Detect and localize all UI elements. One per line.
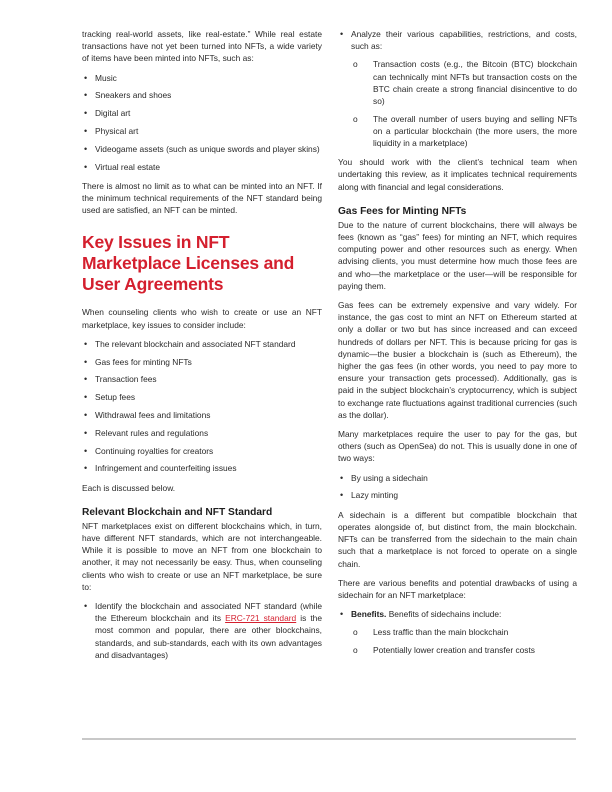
sub-list-item: o Potentially lower creation and transfer costs	[351, 644, 577, 656]
gas-paragraph-2: Gas fees can be extremely expensive and vary widely. For instance, the gas cost to mint an NFT on Ethereum started at only a dollar or two but has since increased and can exceed hundreds of dollars per NFT. This is because pricing for gas is dynamic—the busier a blockchain is (such as Ethereum), the higher the gas fees (in other words, you need to pay more to ensure your transaction gets processed). Additionally, gas is paid in the subject blockchain’s cryptocurrency, which is subject to exchange rate fluctuations against traditional currencies (such as the dollar).	[338, 300, 577, 420]
sub-list-item: o Transaction costs (e.g., the Bitcoin (BTC) blockchain can technically mint NFTs but transaction costs on the BTC chain create a strong financial disincentive to do so)	[351, 58, 577, 107]
benefits-label: Benefits.	[351, 609, 387, 620]
list-item: • Setup fees	[82, 391, 322, 403]
section-heading: Key Issues in NFT Marketplace Licenses and User Agreements	[82, 232, 295, 295]
list-item: • Lazy minting	[338, 489, 577, 501]
subheading-blockchain: Relevant Blockchain and NFT Standard	[82, 506, 273, 518]
analyze-text: Analyze their various capabilities, restrictions, and costs, such as:	[351, 29, 577, 52]
list-item: • By using a sidechain	[338, 472, 577, 484]
list-item: • Virtual real estate	[82, 161, 322, 173]
list-item: • Continuing royalties for creators	[82, 445, 322, 457]
sidechain-paragraph: A sidechain is a different but compatible blockchain that operates alongside of, but distinct from, the main blockchain. NFTs can be transferred from the sidechain to the main chain such that a marketplace is not forced to operate on a single chain.	[338, 509, 577, 569]
key-issues-list	[82, 338, 322, 475]
intro-paragraph: tracking real-world assets, like real-estate.” While real estate transactions have not yet been turned into NFTs, a wide variety of items have been minted into NFTs, such as:	[82, 29, 322, 64]
blockchain-paragraph: NFT marketplaces exist on different blockchains which, in turn, have different NFT standards, which are not interchangeable. While it is possible to move an NFT from one blockchain to another, it may not necessarily be easy. Thus, when counseling clients who wish to create or use an NFT marketplace, be sure to:	[82, 520, 322, 592]
list-item: • Withdrawal fees and limitations	[82, 409, 322, 421]
work-paragraph: You should work with the client’s technical team when undertaking this review, as it implicates technical requirements along with financial and legal considerations.	[338, 157, 577, 192]
gas-paragraph-3: Many marketplaces require the user to pay for the gas, but others (such as OpenSea) do not. This is usually done in one of two ways:	[338, 429, 577, 464]
identify-text-end: is the most common and popular, there are other blockchains, standards, and sub-standards, each with its own advantages and disadvantages)	[95, 613, 322, 660]
list-item: • Infringement and counterfeiting issues	[82, 462, 322, 474]
benefits-text: Benefits of sidechains include:	[386, 609, 502, 620]
benefits-sublist	[351, 626, 577, 656]
gas-paragraph-1: Due to the nature of current blockchains, there will always be fees (known as “gas” fees) for minting an NFT, which requires computing power and other resources such as energy. When advising clients, you must determine how much those fees are and who—the marketplace or the user—will be responsible for paying them.	[338, 219, 577, 291]
list-item	[338, 608, 577, 656]
discussed-paragraph: Each is discussed below.	[82, 482, 176, 493]
list-item: • Relevant rules and regulations	[82, 427, 322, 439]
subheading-gas-fees: Gas Fees for Minting NFTs	[338, 205, 467, 217]
right-column	[338, 28, 577, 663]
identify-text-start: Identify the blockchain and associated NFT standard (while the Ethereum blockchain and its	[95, 601, 322, 624]
list-item: • Music	[82, 72, 322, 84]
sub-list-item: o The overall number of users buying and selling NFTs on a particular blockchain (the more users, the more liquidity in a marketplace)	[351, 113, 577, 150]
list-item: • Videogame assets (such as unique swords and player skins)	[82, 143, 322, 155]
list-item: • Sneakers and shoes	[82, 89, 322, 101]
list-item	[82, 600, 322, 661]
list-item	[338, 28, 577, 149]
ways-list	[338, 472, 577, 502]
analyze-sublist	[351, 58, 577, 149]
list-item: • The relevant blockchain and associated NFT standard	[82, 338, 322, 350]
checklist	[82, 600, 322, 661]
erc-721-link[interactable]: ERC-721 standard	[225, 613, 297, 624]
sub-list-item: o Less traffic than the main blockchain	[351, 626, 577, 638]
minted-items-list	[82, 72, 322, 173]
list-item: • Digital art	[82, 107, 322, 119]
benefits-list	[338, 608, 577, 656]
counsel-paragraph: When counseling clients who wish to create or use an NFT marketplace, key issues to consider include:	[82, 307, 322, 330]
list-item: • Physical art	[82, 125, 322, 137]
footer-divider	[82, 738, 576, 740]
list-item: • Gas fees for minting NFTs	[82, 356, 322, 368]
limit-paragraph: There is almost no limit as to what can be minted into an NFT. If the minimum technical requirements of the NFT standard being used are satisfied, an NFT can be minted.	[82, 180, 322, 216]
list-item: • Transaction fees	[82, 373, 322, 385]
analyze-list	[338, 28, 577, 149]
left-column	[82, 28, 322, 668]
benefits-intro-paragraph: There are various benefits and potential drawbacks of using a sidechain for an NFT marketplace:	[338, 577, 577, 600]
